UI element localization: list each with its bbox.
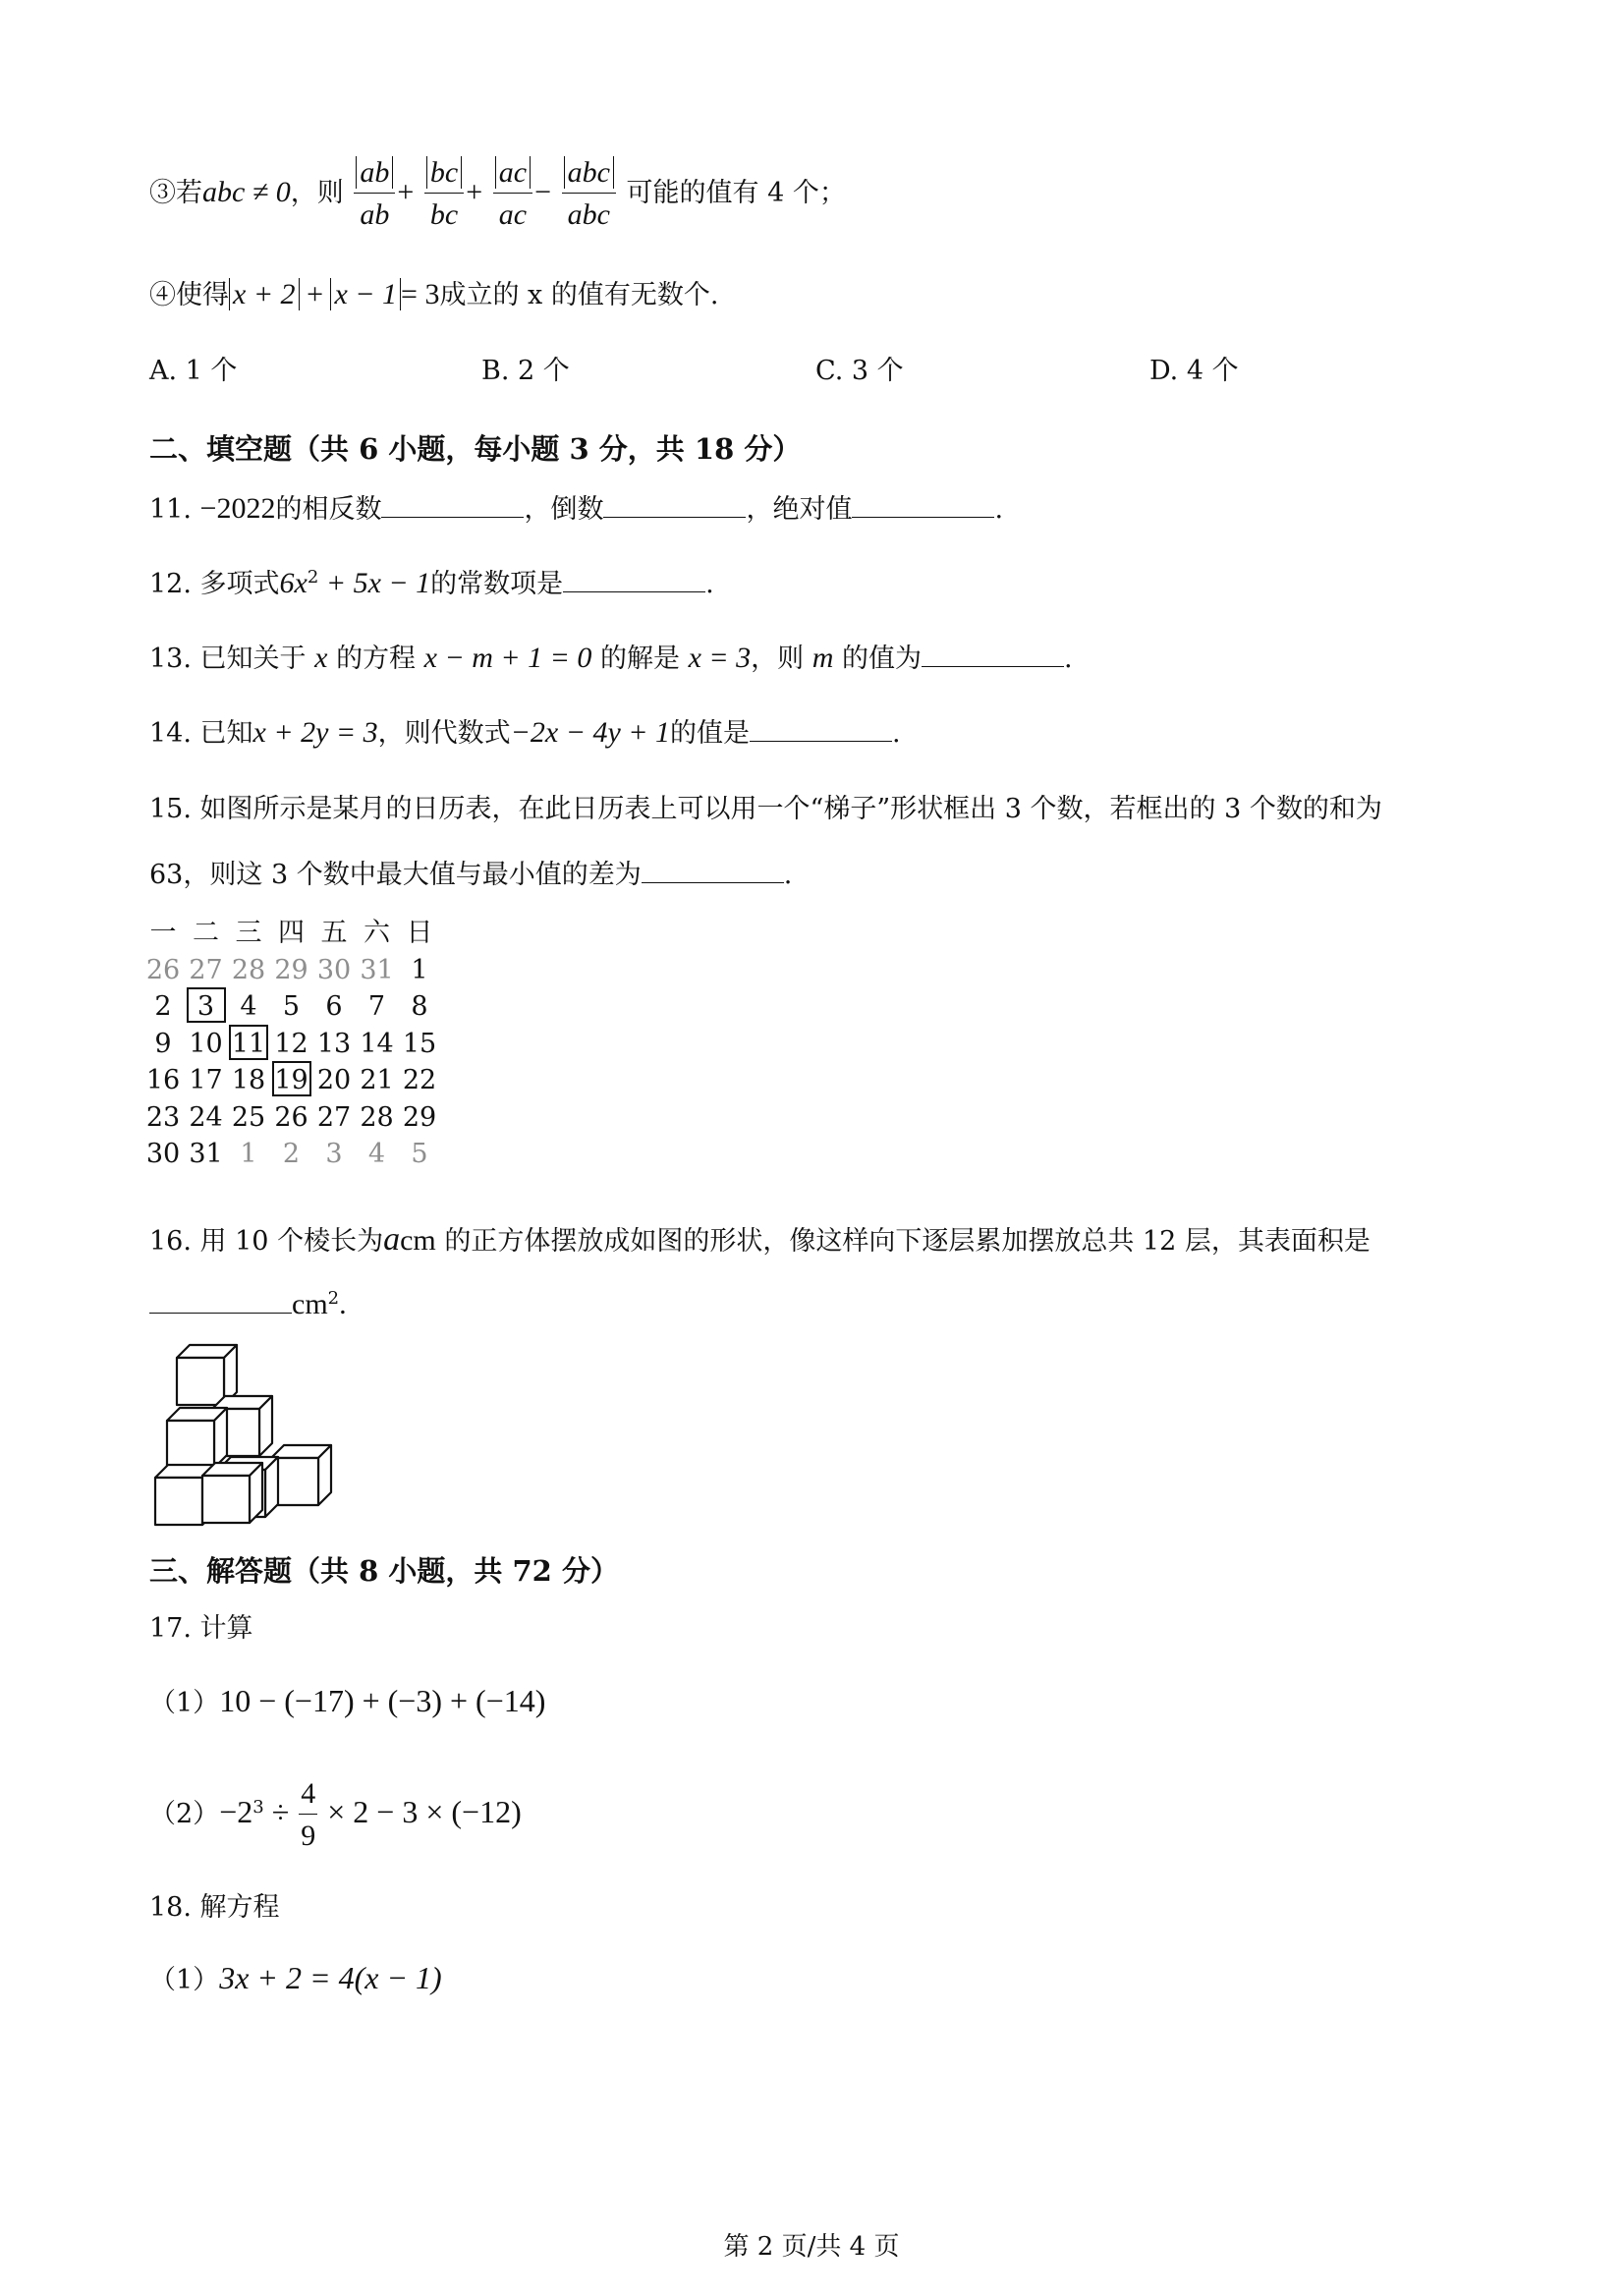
answer-blank[interactable] — [603, 491, 746, 518]
item4-suffix: 成立的 x 的值有无数个. — [439, 280, 719, 310]
calendar-day: 31 — [189, 1139, 223, 1169]
calendar-day: 27 — [316, 1101, 352, 1133]
option-c[interactable]: C. 3 个 — [815, 356, 904, 386]
ladder-box — [187, 987, 226, 1023]
calendar-day: 2 — [154, 991, 172, 1022]
calendar-day: 29 — [274, 954, 308, 985]
q13-equation: x − m + 1 = 0 — [423, 642, 592, 674]
answer-blank[interactable] — [381, 491, 524, 518]
q18-expr1: 3x + 2 = 4(x − 1) — [219, 1960, 442, 1995]
q14-condition: x + 2y = 3 — [252, 716, 378, 749]
q15-line1: 15. 如图所示是某月的日历表，在此日历表上可以用一个“梯子”形状框出 3 个数，若框出的 3 个数的和为 — [149, 794, 1382, 824]
calendar-day: 29 — [402, 1101, 437, 1133]
q-number: 12. — [149, 569, 192, 599]
calendar-day: 22 — [402, 1065, 437, 1095]
calendar-day: 18 — [231, 1065, 266, 1095]
q18-part1: （1）3x + 2 = 4(x − 1) — [149, 1960, 442, 1995]
abs-x-plus-2: x + 2 — [229, 278, 300, 310]
q16-line2: $cm^2$. — [149, 1287, 347, 1322]
q16-line1: 16. 用 10 个棱长为acm 的正方体摆放成如图的形状，像这样向下逐层累加摆放总共 12 层，其表面积是 — [149, 1221, 1371, 1258]
answer-blank[interactable] — [563, 566, 705, 592]
q17-title: 17. 计算 — [149, 1613, 253, 1644]
q14: 14. 已知x + 2y = 3，则代数式−2x − 4y + 1的值是 . — [149, 716, 901, 749]
item3-suffix: 可能的值有 4 个； — [626, 178, 846, 208]
item4-prefix: ④使得 — [149, 280, 229, 310]
section3-title: 三、解答题（共 8 小题，共 72 分） — [149, 1554, 619, 1588]
calendar-header: 二 — [193, 918, 219, 948]
q18-title: 18. 解方程 — [149, 1892, 280, 1923]
q15-line2: 63，则这 3 个数中最大值与最小值的差为 . — [149, 857, 792, 891]
cube-face — [167, 1421, 214, 1468]
calendar-day: 11 — [231, 1028, 266, 1059]
calendar-day: 24 — [189, 1101, 223, 1133]
answer-blank[interactable] — [922, 641, 1064, 667]
q17-expr1: 10 − (−17) + (−3) + (−14) — [219, 1683, 546, 1718]
calendar-day: 4 — [367, 1139, 386, 1169]
answer-blank[interactable] — [852, 491, 994, 518]
q13: 13. 已知关于 x 的方程 x − m + 1 = 0 的解是 x = 3，则 m 的值为 . — [149, 642, 1073, 674]
calendar-day: 8 — [411, 991, 428, 1022]
q12-expr: 6x — [279, 567, 308, 599]
answer-blank[interactable] — [750, 715, 892, 742]
calendar-header: 日 — [406, 918, 433, 948]
item3-prefix: ③若 — [149, 178, 202, 208]
calendar-day: 1 — [240, 1139, 257, 1169]
calendar-day: 3 — [325, 1139, 343, 1169]
op-plus: + — [466, 176, 483, 208]
calendar-header: 三 — [235, 918, 262, 948]
q-number: 16. — [149, 1226, 192, 1257]
abs-x-minus-1: x − 1 — [330, 278, 401, 310]
q12: 12. 多项式$6x^2 + 5x - 1$的常数项是 . — [149, 567, 714, 599]
q17-part2: $(2)-2^3$ ÷ $\frac{4}{9}$ × 2 − 3 × (−12) — [149, 1777, 522, 1852]
answer-blank[interactable] — [642, 857, 784, 883]
calendar-day: 5 — [282, 991, 301, 1022]
q11: 11. −2022的相反数 ，倒数 ，绝对值 . — [149, 492, 1004, 525]
calendar-day: 16 — [145, 1065, 181, 1095]
q-number: 18. — [149, 1892, 192, 1923]
calendar-day: 7 — [367, 991, 386, 1022]
q-number: 13. — [149, 644, 192, 674]
frac-ab: $\frac{ab}{ab}$ — [354, 155, 395, 233]
cube-face — [202, 1476, 250, 1523]
calendar-day: 31 — [360, 954, 394, 985]
q10-item3 — [149, 155, 846, 233]
calendar-day: 27 — [189, 954, 223, 985]
calendar-header: 一 — [149, 918, 177, 948]
calendar-header: 六 — [364, 918, 390, 948]
calendar-day: 25 — [231, 1101, 266, 1133]
calendar-day: 15 — [402, 1028, 437, 1059]
calendar-day: 20 — [316, 1065, 352, 1095]
q14-expression: −2x − 4y + 1 — [510, 716, 671, 749]
calendar-day: 28 — [360, 1101, 394, 1133]
calendar-day: 10 — [189, 1028, 223, 1059]
op-minus: − — [534, 176, 551, 208]
calendar-day: 19 — [274, 1065, 308, 1095]
section2-title: 二、填空题（共 6 小题，每小题 3 分，共 18 分） — [149, 432, 802, 466]
calendar-day: 2 — [282, 1139, 301, 1169]
frac-bc: $\frac{bc}{bc}$ — [424, 155, 464, 233]
q-number: 17. — [149, 1613, 192, 1644]
calendar-day: 26 — [145, 954, 181, 985]
calendar-day: 12 — [274, 1028, 308, 1059]
calendar-header: 四 — [278, 918, 305, 948]
cube-face — [177, 1358, 224, 1405]
calendar-table — [142, 920, 457, 1185]
item3-comma: ，则 — [290, 178, 344, 208]
q-number: 11. — [149, 494, 192, 525]
calendar-day: 26 — [274, 1101, 308, 1133]
calendar-day: 28 — [231, 954, 266, 985]
calendar-day: 30 — [145, 1139, 181, 1169]
calendar-day: 1 — [411, 954, 428, 985]
calendar-day: 21 — [360, 1065, 394, 1095]
page-footer: 第 2 页/共 4 页 — [723, 2232, 900, 2262]
q-number: 15. — [149, 794, 192, 824]
calendar-day: 9 — [154, 1028, 172, 1059]
ladder-box — [229, 1025, 268, 1060]
option-a[interactable]: A. 1 个 — [149, 356, 238, 386]
answer-blank[interactable] — [149, 1287, 292, 1314]
calendar-day: 3 — [196, 991, 215, 1022]
option-d[interactable]: D. 4 个 — [1149, 356, 1239, 386]
frac-abc: $\frac{\text{abc}}{\text{abc}}$ — [562, 155, 616, 233]
cube-face — [155, 1478, 202, 1525]
frac-ac: $\frac{ac}{ac}$ — [493, 155, 532, 233]
cube-stack-figure — [147, 1336, 354, 1538]
option-b[interactable]: B. 2 个 — [481, 356, 570, 386]
calendar-day: 6 — [325, 991, 343, 1022]
calendar-day: 4 — [240, 991, 257, 1022]
frac-4-9: $\frac{4}{9}$ — [301, 1777, 316, 1852]
item3-condition: abc ≠ 0 — [202, 176, 291, 208]
q10-item4: ④使得 x + 2 + x − 1 = 3成立的 x 的值有无数个. — [149, 278, 719, 310]
calendar-day: 17 — [189, 1065, 223, 1095]
q17-part1: （1）10 − (−17) + (−3) + (−14) — [149, 1683, 546, 1718]
calendar-day: 13 — [316, 1028, 352, 1059]
calendar-day: 30 — [316, 954, 352, 985]
calendar-day: 5 — [411, 1139, 428, 1169]
q11-value: −2022 — [199, 492, 276, 525]
calendar-header: 五 — [320, 918, 348, 948]
calendar-day: 14 — [360, 1028, 394, 1059]
ladder-box — [272, 1061, 311, 1096]
rhs: = 3 — [401, 278, 440, 310]
q-number: 14. — [149, 718, 192, 749]
op-plus: + — [397, 176, 415, 208]
calendar-day: 23 — [145, 1101, 181, 1133]
